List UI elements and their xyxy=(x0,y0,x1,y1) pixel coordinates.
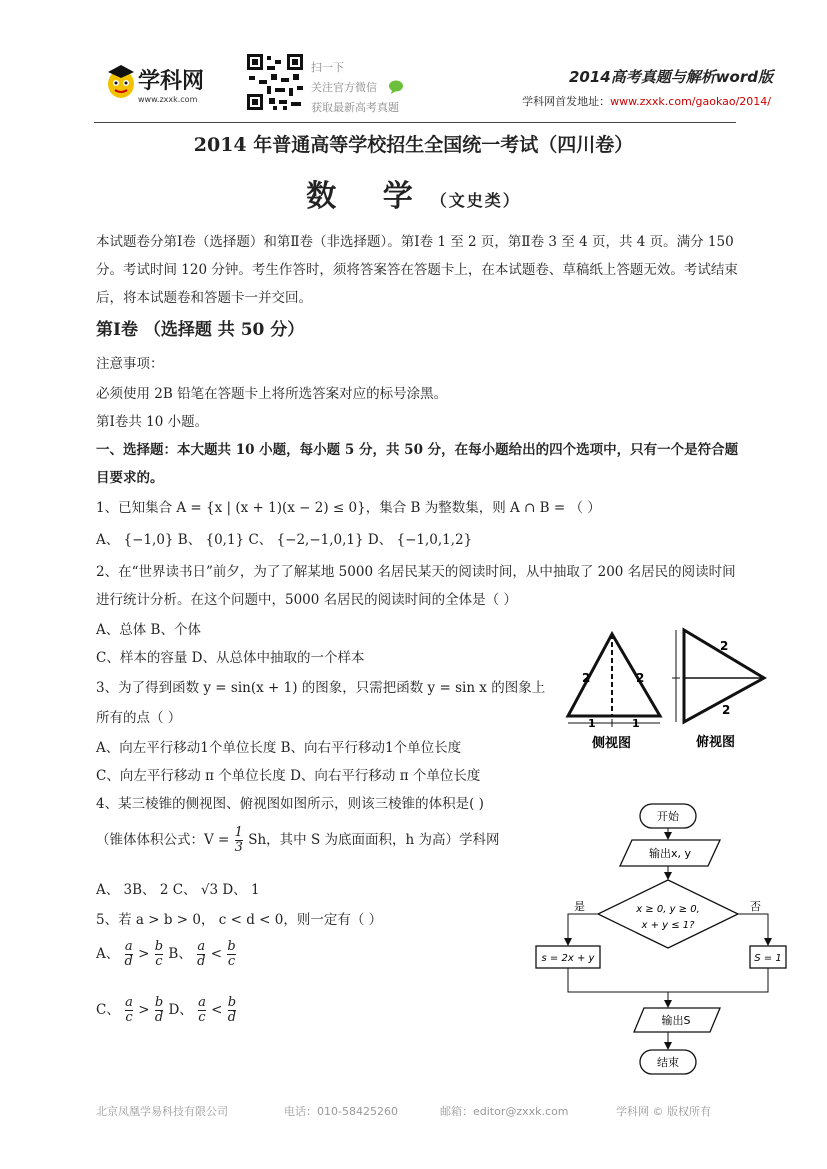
subject-sub: （文史类） xyxy=(430,191,521,210)
flow-right-text: S = 1 xyxy=(754,953,782,964)
question-5-options-cd xyxy=(96,996,536,1025)
question-2: 2、在“世界读书日”前夕，为了了解某地 5000 名居民某天的阅读时间，从中抽取了 200 名居民的阅读时间进行统计分析。在这个问题中，5000 名居民的阅读时间的全体是（ ） xyxy=(96,564,736,608)
question-3: 3、为了得到函数 y = sin(x + 1) 的图象，只需把函数 y = sin x 的图象上 xyxy=(96,680,546,696)
frac-d-left: $\frac{a}{c}$ xyxy=(198,995,206,1025)
section-title: 第Ⅰ卷 （选择题 共 50 分） xyxy=(96,320,305,340)
opt-b-label: B、 xyxy=(168,946,192,962)
flowchart xyxy=(530,796,800,1086)
qr-code-icon xyxy=(245,52,305,112)
question-1-options: A、 {−1,0} B、 {0,1} C、 {−2,−1,0,1} D、 {−1,0,1,2} xyxy=(96,532,473,548)
side-dim-bottom-left: 1 xyxy=(588,717,596,730)
formula-post: Sh，其中 S 为底面面积，h 为高）学科网 xyxy=(248,832,500,848)
question-4: 4、某三棱锥的侧视图、俯视图如图所示，则该三棱锥的体积是( ) xyxy=(96,796,484,812)
question-5: 5、若 a > b > 0， c < d < 0，则一定有（ ） xyxy=(96,912,383,928)
qr-line-2: 关注官方微信 xyxy=(311,81,377,94)
wechat-icon xyxy=(388,80,404,94)
frac-den: 3 xyxy=(234,840,243,855)
frac-c-right: $\frac{b}{d}$ xyxy=(154,995,164,1025)
flow-start-text: 开始 xyxy=(657,810,679,823)
side-dim-left: 2 xyxy=(582,671,591,685)
edition-title: 2014高考真题与解析word版 xyxy=(568,68,773,86)
side-view-figure xyxy=(560,626,670,756)
header-rule xyxy=(94,122,736,123)
question-3-options-1: A、向左平行移动1个单位长度 B、向右平行移动1个单位长度 xyxy=(96,740,462,756)
op-lt: < xyxy=(210,946,223,962)
qr-line-3: 获取最新高考真题 xyxy=(311,101,399,114)
qr-line-1: 扫一下 xyxy=(311,61,344,74)
footer-company: 北京凤凰学易科技有限公司 xyxy=(96,1105,228,1118)
part-heading: 一、选择题：本大题共 10 小题，每小题 5 分，共 50 分，在每小题给出的四个选项中，只有一个是符合题目要求的。 xyxy=(96,442,739,486)
op-gt-2: > xyxy=(138,1002,150,1018)
top-dim-lower: 2 xyxy=(722,703,731,717)
op-lt-2: < xyxy=(211,1002,223,1018)
flow-left-text: s = 2x + y xyxy=(541,953,595,964)
site-address xyxy=(522,93,771,109)
flow-output-text: 输出S xyxy=(661,1014,691,1027)
formula-fraction xyxy=(235,826,243,855)
opt-a-label: A、 xyxy=(96,946,120,962)
frac-b-left: $\frac{a}{d}$ xyxy=(197,939,206,969)
subject-title xyxy=(0,171,827,215)
question-5-options-ab xyxy=(96,940,536,969)
frac-a-right: $\frac{b}{c}$ xyxy=(154,939,164,969)
flow-input-text: 输出x, y xyxy=(648,847,692,860)
logo-mascot-icon xyxy=(104,62,138,108)
intro-paragraph: 本试题卷分第Ⅰ卷（选择题）和第Ⅱ卷（非选择题）。第Ⅰ卷 1 至 2 页，第Ⅱ卷 3 至 4 页，共 4 页。满分 150 分。考试时间 120 分钟。考生作答时，须将答案答在答题卡上，在本试题卷、草稿纸上答题无效。考试结束后，将本试题卷和答题卡一并交回。 xyxy=(96,234,738,306)
opt-c-label: C、 xyxy=(96,1002,120,1018)
footer-email[interactable]: 邮箱：editor@zxxk.com xyxy=(440,1105,569,1118)
flow-end-text: 结束 xyxy=(657,1056,679,1069)
footer-rights: 学科网 © 版权所有 xyxy=(616,1105,711,1118)
frac-d-right: $\frac{b}{d}$ xyxy=(227,995,237,1025)
exam-title: 2014 年普通高等学校招生全国统一考试（四川卷） xyxy=(193,134,634,156)
logo-url: www.zxxk.com xyxy=(138,95,198,104)
top-view-label: 俯视图 xyxy=(696,735,736,750)
site-label: 学科网首发地址： xyxy=(522,95,611,108)
flow-yes: 是 xyxy=(574,900,585,913)
notice-title: 注意事项： xyxy=(96,356,164,372)
top-dim-upper: 2 xyxy=(720,639,729,653)
flow-cond-line1: x ≥ 0, y ≥ 0, xyxy=(636,904,700,915)
notice-2: 第Ⅰ卷共 10 小题。 xyxy=(96,414,209,430)
question-1: 1、已知集合 A = {x | (x + 1)(x − 2) ≤ 0}，集合 B 为整数集，则 A ∩ B = （ ） xyxy=(96,500,601,516)
side-dim-right: 2 xyxy=(636,671,645,685)
subject-name: 数 学 xyxy=(306,179,431,214)
opt-d-label: D、 xyxy=(168,1002,193,1018)
question-4-options: A、 3B、 2 C、 √3 D、 1 xyxy=(96,882,260,898)
flow-cond-line2: x + y ≤ 1? xyxy=(641,920,695,931)
flow-no: 否 xyxy=(750,900,761,913)
notice-1: 必须使用 2B 铅笔在答题卡上将所选答案对应的标号涂黑。 xyxy=(96,386,448,402)
frac-b-right: $\frac{b}{c}$ xyxy=(227,939,236,969)
question-2-options-2: C、样本的容量 D、从总体中抽取的一个样本 xyxy=(96,650,365,666)
site-url[interactable]: www.zxxk.com/gaokao/2014/ xyxy=(610,95,771,108)
side-dim-bottom-right: 1 xyxy=(632,717,640,730)
top-view-figure xyxy=(668,622,772,756)
frac-a-left: $\frac{a}{d}$ xyxy=(124,939,133,969)
footer-phone: 电话：010-58425260 xyxy=(284,1105,398,1118)
question-4-formula xyxy=(96,826,536,855)
logo-text: 学科网 xyxy=(138,69,205,94)
side-view-label: 侧视图 xyxy=(592,736,632,751)
question-3-options-2: C、向左平行移动 π 个单位长度 D、向右平行移动 π 个单位长度 xyxy=(96,768,481,784)
question-2-options-1: A、总体 B、个体 xyxy=(96,622,201,638)
frac-c-left: $\frac{a}{c}$ xyxy=(125,995,133,1025)
formula-pre: （锥体体积公式：V = xyxy=(96,832,230,848)
question-3-cont: 所有的点（ ） xyxy=(96,710,182,726)
op-gt: > xyxy=(138,946,150,962)
frac-num: 1 xyxy=(234,825,243,840)
